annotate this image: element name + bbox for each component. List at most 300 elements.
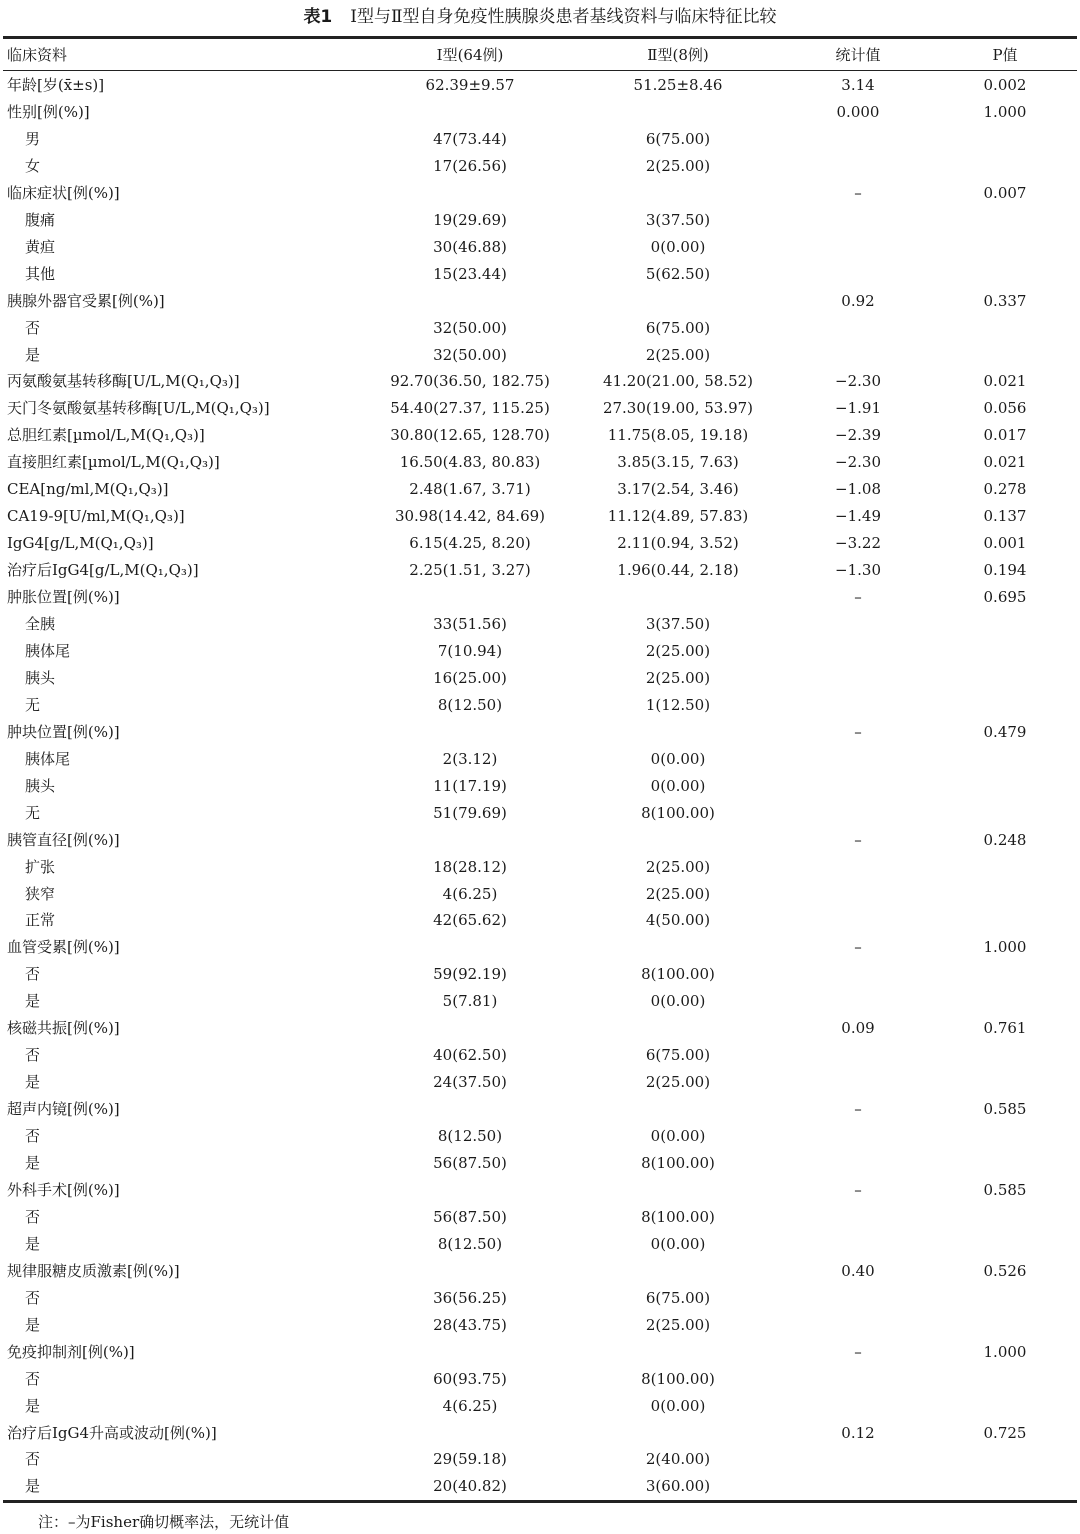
table-row	[0, 611, 1080, 638]
row-item: 规律服糖皮质激素[例(%)]	[7, 1261, 180, 1280]
row-type2: 2(25.00)	[645, 1315, 711, 1334]
table-row	[0, 180, 1080, 207]
row-p	[935, 638, 1075, 665]
table-label: 表1	[303, 7, 333, 27]
row-p	[935, 692, 1075, 719]
bottom-rule	[3, 1500, 1077, 1503]
row-type2: 0(0.00)	[650, 237, 706, 256]
row-stat	[778, 1069, 938, 1096]
row-type2: 6(75.00)	[645, 1046, 711, 1065]
row-type2: 8(100.00)	[641, 1154, 715, 1172]
row-p: 0.021	[983, 372, 1027, 391]
row-type1	[370, 1420, 570, 1447]
row-p: 0.585	[983, 1180, 1027, 1199]
row-p	[935, 1123, 1075, 1150]
row-item: 否	[25, 1207, 41, 1226]
row-item: 核磁共振[例(%)]	[7, 1019, 120, 1038]
table-row	[0, 961, 1080, 988]
table-row	[0, 800, 1080, 827]
row-type1	[370, 934, 570, 961]
table-row	[0, 773, 1080, 800]
row-type2: 0(0.00)	[650, 1396, 706, 1415]
row-p: 0.007	[983, 183, 1027, 202]
row-type2: 3(37.50)	[645, 210, 711, 229]
table-row	[0, 638, 1080, 665]
row-type2: 0(0.00)	[650, 1127, 706, 1146]
table-row	[0, 557, 1080, 584]
row-p	[935, 907, 1075, 934]
table-row	[0, 395, 1080, 422]
row-item: 外科手术[例(%)]	[7, 1180, 120, 1199]
row-type1	[370, 719, 570, 746]
row-type1	[370, 827, 570, 854]
row-item: 年龄[岁(x̄±s)]	[7, 76, 105, 94]
row-type1: 19(29.69)	[433, 210, 507, 229]
row-stat	[778, 315, 938, 342]
table-row	[0, 422, 1080, 449]
row-item: 否	[25, 1369, 41, 1388]
row-type1: 15(23.44)	[433, 264, 507, 283]
row-stat	[778, 907, 938, 934]
table-row	[0, 1285, 1080, 1312]
row-item: 否	[25, 1450, 41, 1469]
row-type1: 42(65.62)	[433, 911, 507, 930]
table-row	[0, 881, 1080, 908]
row-type2	[578, 1339, 778, 1366]
row-p	[935, 1446, 1075, 1473]
row-stat	[778, 1366, 938, 1393]
table-row	[0, 261, 1080, 288]
table-row	[0, 368, 1080, 395]
row-item: 胰管直径[例(%)]	[7, 830, 120, 849]
table-row	[0, 1420, 1080, 1447]
row-stat: −2.39	[835, 426, 881, 445]
row-p	[935, 315, 1075, 342]
row-type2	[578, 288, 778, 315]
row-p: 1.000	[983, 938, 1027, 957]
row-type2: 6(75.00)	[645, 129, 711, 148]
row-stat	[778, 261, 938, 288]
row-item: 直接胆红素[µmol/L,M(Q₁,Q₃)]	[7, 453, 220, 472]
row-p: 0.526	[983, 1261, 1027, 1280]
row-type1	[370, 584, 570, 611]
row-item: 是	[25, 1073, 41, 1092]
row-type1: 7(10.94)	[437, 641, 503, 660]
row-type1: 54.40(27.37, 115.25)	[390, 399, 550, 418]
row-stat: –	[854, 722, 862, 741]
row-item: 男	[25, 129, 41, 148]
row-type1: 8(12.50)	[437, 1127, 503, 1146]
row-p: 0.056	[983, 399, 1027, 418]
row-p: 1.000	[983, 1342, 1027, 1361]
row-stat: 0.09	[841, 1019, 875, 1038]
table-title	[0, 0, 1080, 34]
row-type2: 8(100.00)	[641, 803, 715, 822]
row-type1: 20(40.82)	[433, 1477, 507, 1496]
row-stat	[778, 1446, 938, 1473]
row-item: 治疗后IgG4升高或波动[例(%)]	[7, 1423, 217, 1442]
table-row	[0, 315, 1080, 342]
row-p	[935, 1150, 1075, 1177]
row-item: 性别[例(%)]	[7, 102, 90, 121]
table-row	[0, 907, 1080, 934]
row-type1: 36(56.25)	[433, 1288, 507, 1307]
row-item: 否	[25, 1127, 41, 1146]
row-item: 黄疸	[25, 237, 56, 256]
row-type1: 51(79.69)	[433, 803, 507, 822]
row-stat: −2.30	[835, 453, 881, 472]
row-type2: 3.17(2.54, 3.46)	[617, 480, 739, 499]
row-type2: 51.25±8.46	[633, 76, 723, 94]
table-row	[0, 1473, 1080, 1500]
row-item: 正常	[25, 911, 56, 930]
row-p: 0.021	[983, 453, 1027, 472]
row-stat: –	[854, 1100, 862, 1119]
row-type1: 2.48(1.67, 3.71)	[409, 480, 531, 499]
row-type2	[578, 1015, 778, 1042]
row-item: CA19-9[U/ml,M(Q₁,Q₃)]	[7, 507, 185, 526]
table-row	[0, 692, 1080, 719]
row-p	[935, 773, 1075, 800]
row-item: 胰腺外器官受累[例(%)]	[7, 291, 165, 310]
row-p	[935, 1366, 1075, 1393]
row-stat	[778, 1285, 938, 1312]
row-item: 扩张	[25, 857, 56, 876]
row-p	[935, 961, 1075, 988]
row-type2: 2(25.00)	[645, 156, 711, 175]
table-row	[0, 1393, 1080, 1420]
table-row	[0, 449, 1080, 476]
row-stat: 3.14	[841, 76, 875, 94]
row-stat: −1.30	[835, 561, 881, 580]
table-row	[0, 153, 1080, 180]
row-type2: 11.12(4.89, 57.83)	[607, 507, 749, 526]
row-item: 是	[25, 1315, 41, 1334]
row-item: 胰头	[25, 668, 56, 687]
row-stat	[778, 665, 938, 692]
row-stat: 0.12	[841, 1423, 875, 1442]
row-stat	[778, 234, 938, 261]
row-p	[935, 746, 1075, 773]
row-type1: 17(26.56)	[433, 156, 507, 175]
row-type1: 92.70(36.50, 182.75)	[390, 372, 550, 391]
row-type2	[578, 1420, 778, 1447]
table-row	[0, 1231, 1080, 1258]
row-stat	[778, 800, 938, 827]
row-type2: 6(75.00)	[645, 1288, 711, 1307]
row-type2: 11.75(8.05, 19.18)	[607, 426, 749, 445]
row-type2: 2(25.00)	[645, 884, 711, 903]
row-type2	[578, 1258, 778, 1285]
header-stat: 统计值	[835, 46, 881, 64]
row-item: 胰体尾	[25, 749, 71, 768]
row-p	[935, 234, 1075, 261]
row-type1: 32(50.00)	[433, 345, 507, 364]
row-p: 0.001	[983, 534, 1027, 553]
row-stat	[778, 1231, 938, 1258]
row-p	[935, 153, 1075, 180]
row-type2: 3.85(3.15, 7.63)	[617, 453, 739, 472]
row-p: 0.194	[983, 561, 1027, 580]
row-item: 否	[25, 965, 41, 984]
row-stat: 0.000	[836, 102, 880, 121]
table-row	[0, 503, 1080, 530]
row-item: 临床症状[例(%)]	[7, 183, 120, 202]
row-item: 胰头	[25, 776, 56, 795]
row-type1: 28(43.75)	[433, 1315, 507, 1334]
table-note: 注：–为Fisher确切概率法，无统计值	[38, 1513, 290, 1531]
row-type2: 8(100.00)	[641, 1369, 715, 1388]
row-type1: 6.15(4.25, 8.20)	[409, 534, 531, 553]
row-item: 丙氨酸氨基转移酶[U/L,M(Q₁,Q₃)]	[7, 372, 240, 391]
row-type1: 16.50(4.83, 80.83)	[399, 453, 541, 472]
row-item: 血管受累[例(%)]	[7, 938, 120, 957]
table-row	[0, 827, 1080, 854]
row-stat	[778, 1473, 938, 1500]
row-p	[935, 881, 1075, 908]
row-stat	[778, 153, 938, 180]
row-type1: 8(12.50)	[437, 695, 503, 714]
row-item: 无	[25, 803, 41, 822]
row-stat: –	[854, 1180, 862, 1199]
row-item: 腹痛	[25, 210, 56, 229]
row-stat	[778, 1150, 938, 1177]
table-row	[0, 584, 1080, 611]
row-type1: 33(51.56)	[433, 615, 507, 633]
table-row	[0, 1042, 1080, 1069]
row-type1: 30.98(14.42, 84.69)	[394, 507, 546, 526]
row-stat: 0.92	[841, 291, 875, 310]
row-item: 女	[25, 156, 41, 175]
row-type2: 3(37.50)	[645, 615, 711, 633]
row-stat: –	[854, 183, 862, 202]
header-type1: Ⅰ型(64例)	[436, 46, 504, 64]
row-type1: 5(7.81)	[442, 992, 498, 1011]
row-p: 0.585	[983, 1100, 1027, 1119]
table-row	[0, 854, 1080, 881]
row-type1	[370, 1258, 570, 1285]
row-p: 0.761	[983, 1019, 1027, 1038]
row-stat	[778, 342, 938, 369]
row-p	[935, 1204, 1075, 1231]
table-row	[0, 1150, 1080, 1177]
row-type2: 41.20(21.00, 58.52)	[602, 372, 754, 391]
row-type1: 30(46.88)	[433, 237, 507, 256]
row-item: 是	[25, 1477, 41, 1496]
row-p: 0.278	[983, 480, 1027, 499]
table-row	[0, 1015, 1080, 1042]
row-type2: 2(25.00)	[645, 345, 711, 364]
row-item: 否	[25, 1288, 41, 1307]
row-stat: –	[854, 1342, 862, 1361]
row-p	[935, 854, 1075, 881]
table-row	[0, 665, 1080, 692]
row-stat	[778, 773, 938, 800]
row-type1	[370, 1177, 570, 1204]
row-p: 0.695	[983, 588, 1027, 607]
row-type2	[578, 1177, 778, 1204]
row-item: 无	[25, 695, 41, 714]
row-stat	[778, 638, 938, 665]
row-stat: −1.49	[835, 507, 881, 526]
row-type2: 8(100.00)	[641, 1207, 715, 1226]
table-row	[0, 476, 1080, 503]
row-p	[935, 261, 1075, 288]
row-type1: 29(59.18)	[433, 1450, 507, 1469]
row-p: 0.337	[983, 291, 1027, 310]
table-row	[0, 1123, 1080, 1150]
table-row	[0, 1446, 1080, 1473]
row-type2	[578, 584, 778, 611]
row-item: 治疗后IgG4[g/L,M(Q₁,Q₃)]	[7, 561, 199, 580]
row-type1: 32(50.00)	[433, 318, 507, 337]
row-type2: 2(25.00)	[645, 641, 711, 660]
top-rule	[3, 36, 1077, 39]
row-item: 否	[25, 1046, 41, 1065]
row-item: 肿胀位置[例(%)]	[7, 588, 120, 607]
row-stat: –	[854, 588, 862, 607]
row-item: IgG4[g/L,M(Q₁,Q₃)]	[7, 534, 154, 553]
row-type1	[370, 99, 570, 126]
row-stat	[778, 988, 938, 1015]
row-stat	[778, 692, 938, 719]
table-row	[0, 719, 1080, 746]
row-type2: 2(40.00)	[645, 1450, 711, 1469]
row-p: 0.017	[983, 426, 1027, 445]
row-p	[935, 988, 1075, 1015]
row-type1: 2.25(1.51, 3.27)	[409, 561, 531, 580]
row-p	[935, 1312, 1075, 1339]
table-row	[0, 1069, 1080, 1096]
table-caption: Ⅰ型与Ⅱ型自身免疫性胰腺炎患者基线资料与临床特征比较	[350, 7, 777, 27]
table-row	[0, 1312, 1080, 1339]
row-p	[935, 1285, 1075, 1312]
row-type1: 18(28.12)	[433, 857, 507, 876]
table-row	[0, 1339, 1080, 1366]
row-stat	[778, 207, 938, 234]
row-stat: –	[854, 938, 862, 957]
row-item: 免疫抑制剂[例(%)]	[7, 1342, 135, 1361]
row-type2: 0(0.00)	[650, 749, 706, 768]
row-item: 是	[25, 1154, 41, 1172]
row-type2: 2.11(0.94, 3.52)	[617, 534, 739, 553]
row-type2: 2(25.00)	[645, 1073, 711, 1092]
row-type2: 1(12.50)	[645, 695, 711, 714]
row-type1	[370, 180, 570, 207]
row-p: 1.000	[983, 102, 1027, 121]
row-type2: 27.30(19.00, 53.97)	[602, 399, 754, 418]
row-type2: 8(100.00)	[641, 965, 715, 984]
table-row	[0, 530, 1080, 557]
table-row	[0, 342, 1080, 369]
row-p	[935, 1042, 1075, 1069]
row-p	[935, 665, 1075, 692]
table-row	[0, 288, 1080, 315]
row-type2: 5(62.50)	[645, 264, 711, 283]
row-p	[935, 1231, 1075, 1258]
row-type2: 3(60.00)	[645, 1477, 711, 1496]
row-type1: 56(87.50)	[433, 1207, 507, 1226]
row-stat	[778, 611, 938, 638]
row-item: 总胆红素[µmol/L,M(Q₁,Q₃)]	[7, 426, 205, 445]
table-row	[0, 207, 1080, 234]
row-type1	[370, 1015, 570, 1042]
row-type2: 0(0.00)	[650, 1234, 706, 1253]
row-stat	[778, 1312, 938, 1339]
row-stat: −1.91	[835, 399, 881, 418]
row-item: 狭窄	[25, 884, 56, 903]
row-p	[935, 1473, 1075, 1500]
row-type1	[370, 1339, 570, 1366]
table-row	[0, 934, 1080, 961]
row-stat	[778, 746, 938, 773]
row-type1: 11(17.19)	[433, 776, 507, 795]
row-type1: 62.39±9.57	[425, 76, 515, 94]
table-row	[0, 1366, 1080, 1393]
row-type1: 8(12.50)	[437, 1234, 503, 1253]
row-type2: 0(0.00)	[650, 992, 706, 1011]
table-row	[0, 126, 1080, 153]
header-rule	[3, 70, 1077, 71]
row-item: 是	[25, 1234, 41, 1253]
row-type1: 24(37.50)	[433, 1073, 507, 1092]
row-stat	[778, 1042, 938, 1069]
row-item: 否	[25, 318, 41, 337]
row-type2	[578, 719, 778, 746]
row-stat: −1.08	[835, 480, 881, 499]
row-type1	[370, 288, 570, 315]
header-item: 临床资料	[7, 46, 68, 64]
row-type1: 60(93.75)	[433, 1369, 507, 1388]
row-item: 是	[25, 992, 41, 1011]
row-type2: 2(25.00)	[645, 668, 711, 687]
row-type2	[578, 180, 778, 207]
row-type2	[578, 99, 778, 126]
table-row	[0, 1177, 1080, 1204]
row-type1: 30.80(12.65, 128.70)	[390, 426, 550, 445]
row-item: 是	[25, 1396, 41, 1415]
row-stat	[778, 881, 938, 908]
row-p	[935, 611, 1075, 638]
row-p	[935, 126, 1075, 153]
row-type1: 2(3.12)	[442, 749, 498, 768]
row-p: 0.248	[983, 830, 1027, 849]
table-row	[0, 1258, 1080, 1285]
row-stat	[778, 1204, 938, 1231]
row-type2	[578, 934, 778, 961]
row-item: 超声内镜[例(%)]	[7, 1100, 120, 1119]
table-row	[0, 72, 1080, 99]
row-stat: −2.30	[835, 372, 881, 391]
row-p	[935, 207, 1075, 234]
row-type2: 4(50.00)	[645, 911, 711, 930]
row-p	[935, 800, 1075, 827]
row-stat: –	[854, 830, 862, 849]
row-item: 其他	[25, 264, 56, 283]
row-type2: 0(0.00)	[650, 776, 706, 795]
table-row	[0, 99, 1080, 126]
row-stat	[778, 854, 938, 881]
row-item: 胰体尾	[25, 641, 71, 660]
row-item: 肿块位置[例(%)]	[7, 722, 120, 741]
row-type2: 2(25.00)	[645, 857, 711, 876]
table-header	[0, 40, 1080, 70]
row-type1: 4(6.25)	[442, 1396, 498, 1415]
row-stat: −3.22	[835, 534, 881, 553]
table-row	[0, 1096, 1080, 1123]
row-stat	[778, 961, 938, 988]
table-row	[0, 746, 1080, 773]
